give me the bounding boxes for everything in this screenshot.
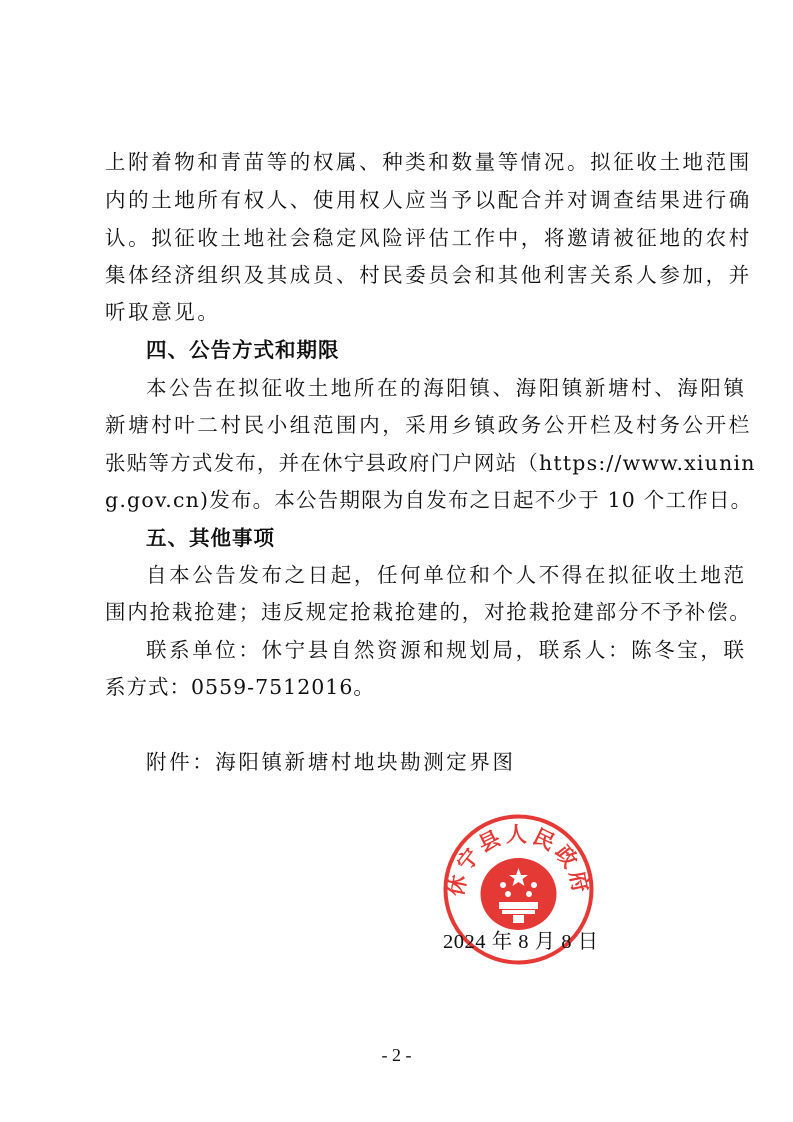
body-line: 上附着物和青苗等的权属、种类和数量等情况。拟征收土地范围 xyxy=(105,150,752,174)
body-line: 系方式：0559-7512016。 xyxy=(105,675,375,699)
body-line: 张贴等方式发布，并在休宁县政府门户网站（https://www.xiunin xyxy=(105,451,756,475)
body-line: 本公告在拟征收土地所在的海阳镇、海阳镇新塘村、海阳镇 xyxy=(146,376,747,400)
attachment-line: 附件：海阳镇新塘村地块勘测定界图 xyxy=(146,750,516,774)
document-date: 2024 年 8 月 8 日 xyxy=(443,931,599,953)
body-line: 联系单位：休宁县自然资源和规划局，联系人：陈冬宝，联 xyxy=(146,638,747,662)
seal-text: 休宁县人民政府 xyxy=(443,822,594,899)
body-line: 自本公告发布之日起，任何单位和个人不得在拟征收土地范 xyxy=(146,563,747,587)
section-heading: 四、公告方式和期限 xyxy=(146,338,340,362)
body-line: 集体经济组织及其成员、村民委员会和其他利害关系人参加，并 xyxy=(105,263,752,287)
body-line: 听取意见。 xyxy=(105,300,221,324)
body-line: 新塘村叶二村民小组范围内，采用乡镇政务公开栏及村务公开栏 xyxy=(105,413,752,437)
body-line: 围内抢栽抢建；违反规定抢栽抢建的，对抢栽抢建部分不予补偿。 xyxy=(105,600,752,624)
page-number: - 2 - xyxy=(381,1045,412,1065)
body-line: 内的土地所有权人、使用权人应当予以配合并对调查结果进行确 xyxy=(105,188,752,212)
section-heading: 五、其他事项 xyxy=(146,526,275,550)
national-emblem-icon xyxy=(481,858,557,930)
body-line: g.gov.cn)发布。本公告期限为自发布之日起不少于 10 个工作日。 xyxy=(105,488,753,512)
body-line: 认。拟征收土地社会稳定风险评估工作中，将邀请被征地的农村 xyxy=(105,226,752,250)
